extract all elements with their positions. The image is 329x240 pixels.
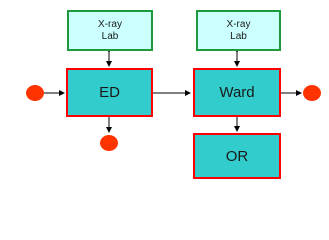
exit-terminal-ward	[303, 85, 321, 101]
xray-lab-left-box	[67, 10, 153, 51]
or-box	[193, 133, 281, 179]
xray-lab-right-box	[196, 10, 281, 51]
ed-label: ED	[99, 84, 120, 101]
ward-label: Ward	[219, 84, 255, 101]
xray-lab-right-label: X-ray Lab	[226, 18, 251, 42]
or-label: OR	[225, 147, 249, 165]
entry-terminal	[26, 85, 44, 101]
exit-terminal-ed	[100, 135, 118, 151]
ward-box	[193, 68, 281, 117]
xray-lab-left-label: X-ray Lab	[98, 18, 122, 42]
ed-box	[66, 68, 153, 117]
